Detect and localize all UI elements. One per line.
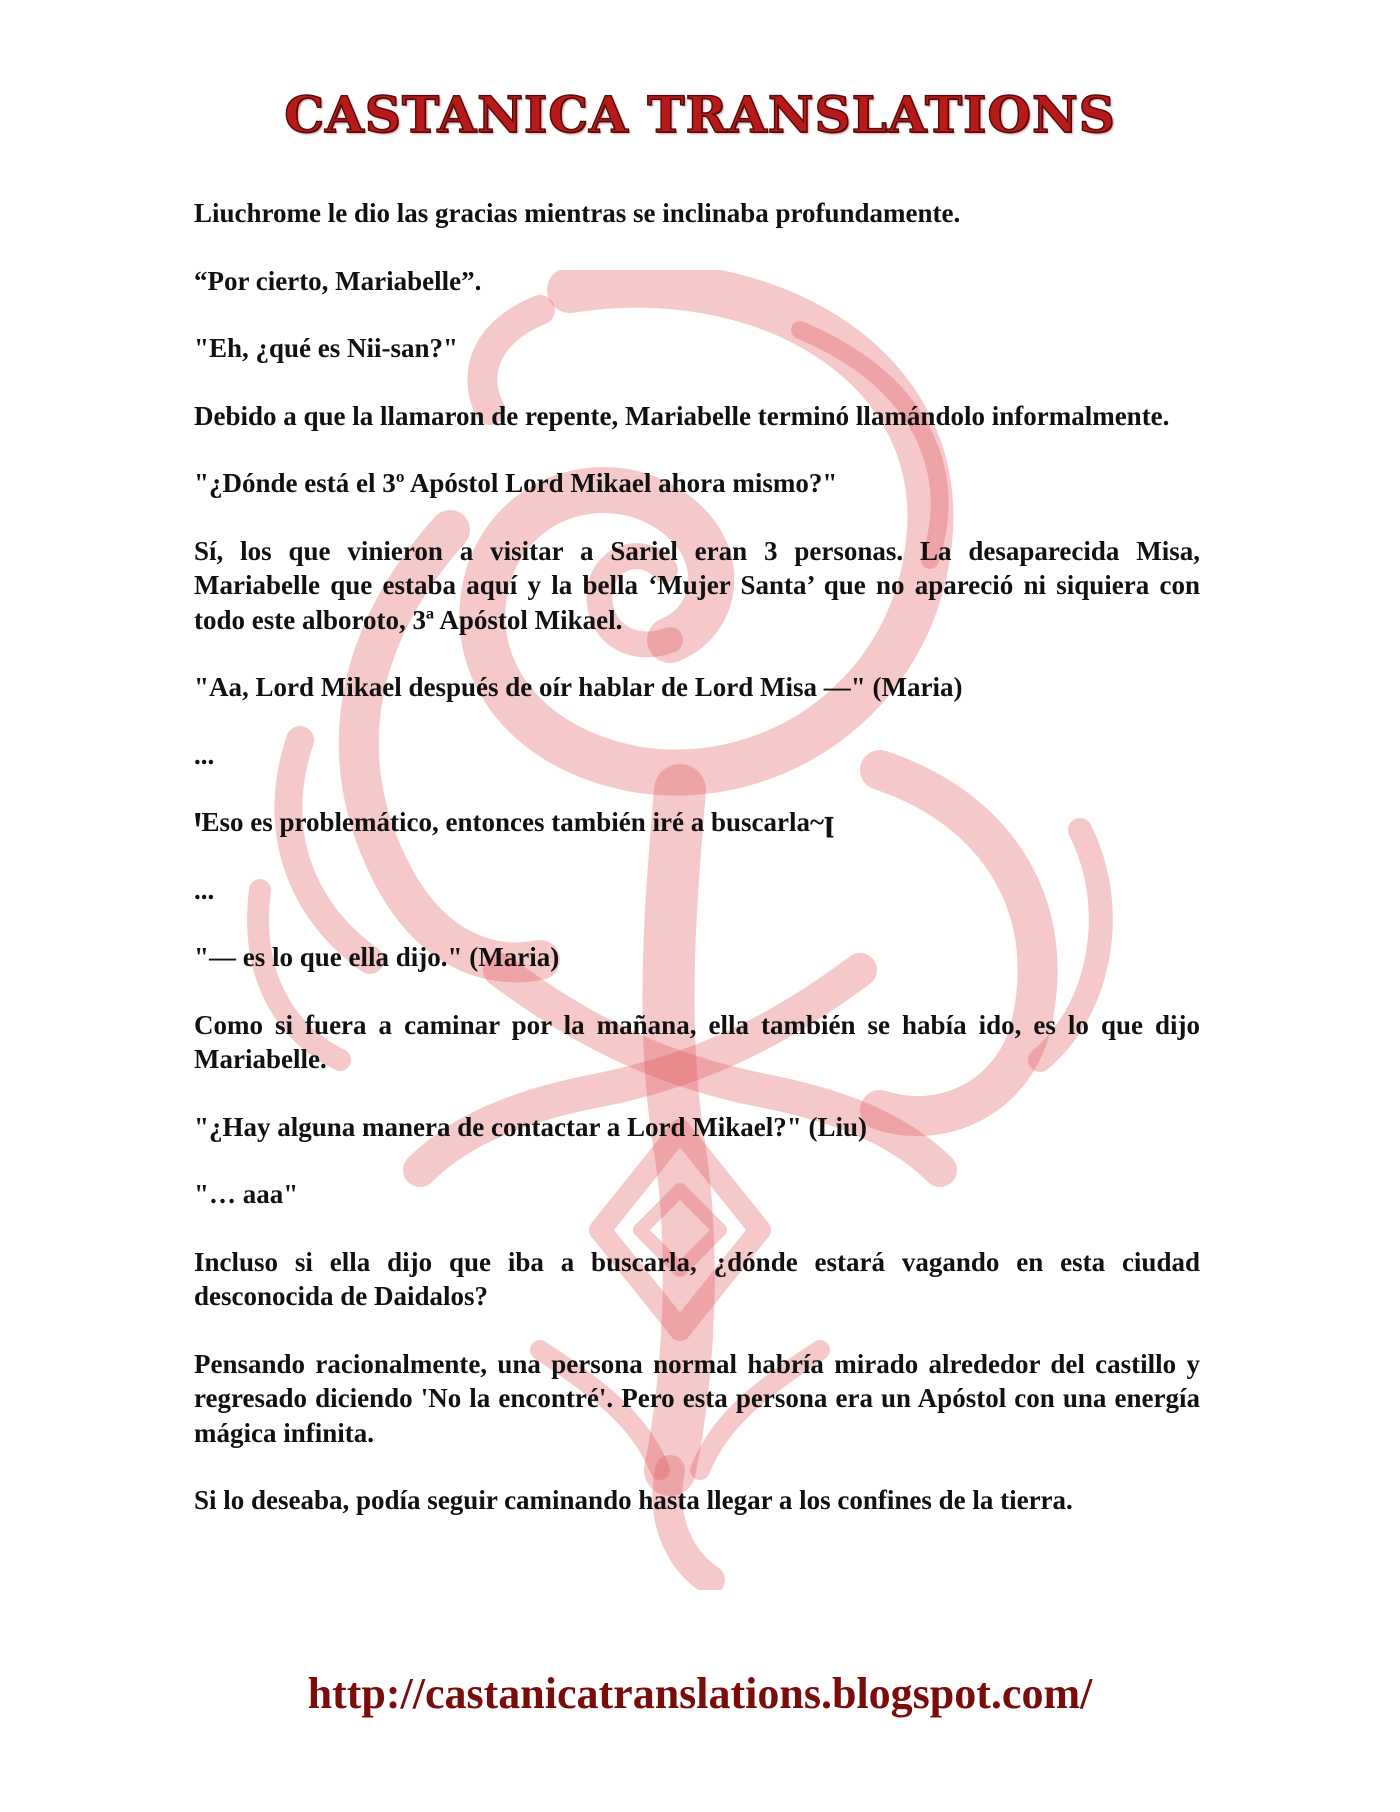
blog-url-link[interactable]: http://castanicatranslations.blogspot.com/ <box>307 1669 1093 1718</box>
paragraph: "¿Hay alguna manera de contactar a Lord Mikael?" (Liu) <box>194 1111 867 1142</box>
paragraph: Sí, los que vinieron a visitar a Sariel eran 3 personas. La desaparecida Misa, Mariabelle que estaba aquí y la bella ‘Mujer Santa’ que no apareció ni siquiera con todo este alboroto, 3ª Apóstol Mikael. <box>194 535 1200 635</box>
paragraph: “Por cierto, Mariabelle”. <box>194 265 482 296</box>
paragraph: Liuchrome le dio las gracias mientras se inclinaba profundamente. <box>194 198 961 228</box>
paragraph: Como si fuera a caminar por la mañana, ella también se había ido, es lo que dijo Mariabelle. <box>194 1009 1200 1074</box>
paragraph: Debido a que la llamaron de repente, Mariabelle terminó llamándolo informalmente. <box>194 400 1170 431</box>
paragraph: "Aa, Lord Mikael después de oír hablar de Lord Misa —" (Maria) <box>194 672 963 702</box>
paragraph: ꞋEso es problemático, entonces también iré a buscarla~ꞁ <box>194 807 835 837</box>
page-footer <box>0 1668 1400 1719</box>
paragraph: Pensando racionalmente, una persona normal habría mirado alrededor del castillo y regresado diciendo 'No la encontré'. Pero esta persona era un Apóstol con una energía mágica infinita. <box>194 1348 1200 1448</box>
paragraph: "… aaa" <box>194 1179 299 1209</box>
paragraph: "— es lo que ella dijo." (Maria) <box>194 942 560 972</box>
paragraph: "Eh, ¿qué es Nii-san?" <box>194 333 459 363</box>
paragraph: Incluso si ella dijo que iba a buscarla, ¿dónde estará vagando en esta ciudad desconocida de Daidalos? <box>194 1246 1200 1311</box>
page-header <box>0 85 1400 144</box>
document-body <box>194 196 1200 1551</box>
paragraph: ... <box>194 739 215 770</box>
paragraph: ... <box>194 874 215 905</box>
paragraph: Si lo deseaba, podía seguir caminando hasta llegar a los confines de la tierra. <box>194 1485 1073 1515</box>
page-title: CASTANICA TRANSLATIONS <box>284 85 1116 144</box>
paragraph: "¿Dónde está el 3º Apóstol Lord Mikael ahora mismo?" <box>194 468 838 498</box>
